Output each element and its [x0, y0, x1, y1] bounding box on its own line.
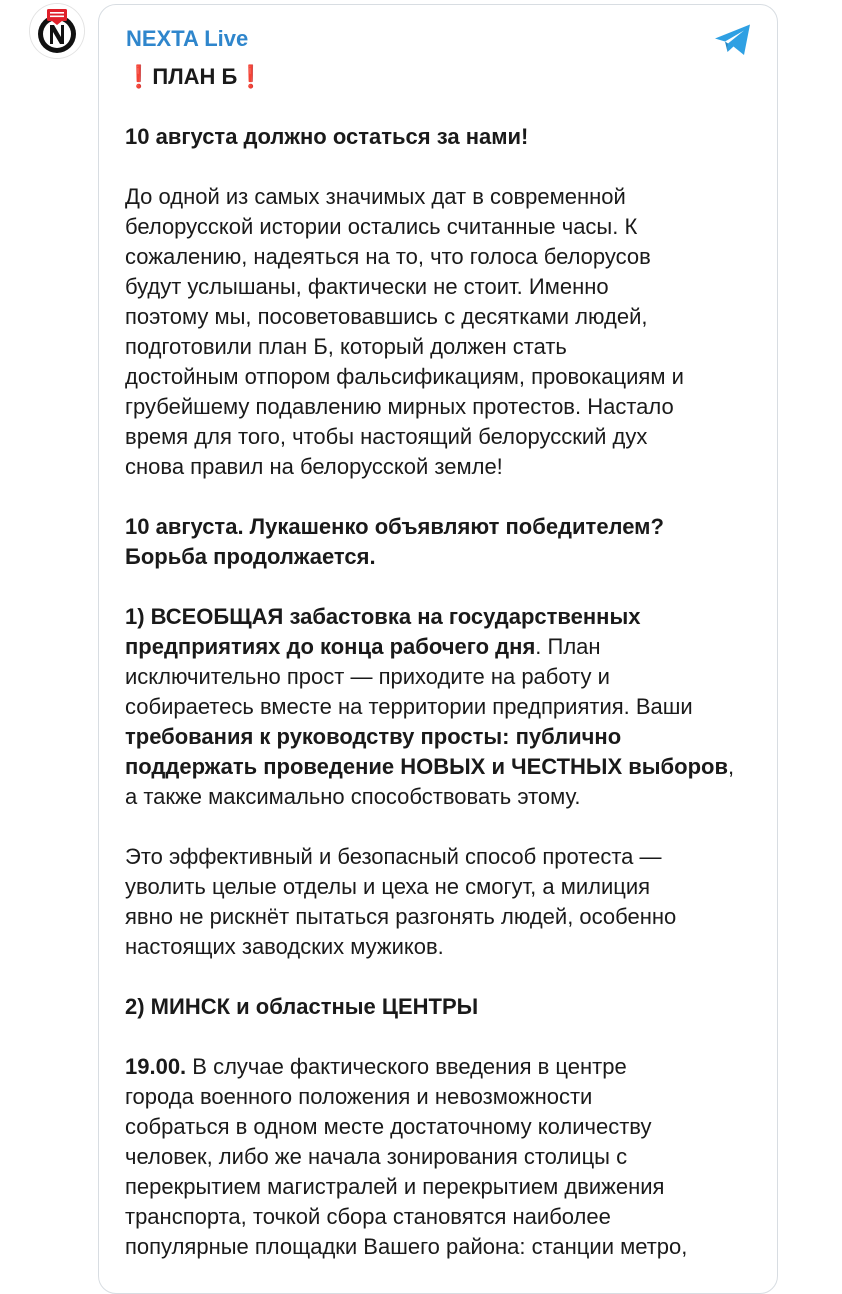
text-line: поэтому мы, посоветовавшись с десятками людей,: [125, 304, 648, 329]
text-line: собраться в одном месте достаточному количеству: [125, 1114, 652, 1139]
text-line: ,: [727, 754, 735, 779]
text-line: популярные площадки Вашего района: станции метро,: [125, 1234, 688, 1259]
text-line: 1) ВСЕОБЩАЯ забастовка на государственных: [125, 604, 641, 629]
aug10-paragraph: [125, 512, 765, 572]
text-line: собираетесь вместе на территории предприятия. Ваши: [125, 694, 693, 719]
text-line: Это эффективный и безопасный способ протеста —: [125, 844, 662, 869]
text-line: достойным отпором фальсификациям, провокациям и: [125, 364, 684, 389]
text-line: белорусской истории остались считанные часы. К: [125, 214, 638, 239]
post-headline: 10 августа должно остаться за нами!: [125, 124, 529, 149]
effective-paragraph: [125, 842, 765, 962]
text-line: 10 августа. Лукашенко объявляют победителем?: [125, 514, 664, 539]
post-title-text: ПЛАН Б: [152, 64, 238, 89]
text-line: подготовили план Б, который должен стать: [125, 334, 567, 359]
exclamation-icon: ❗: [125, 64, 153, 89]
text-line: транспорта, точкой сбора становятся наиболее: [125, 1204, 611, 1229]
text-line: требования к руководству просты: публично: [125, 724, 622, 749]
text-line: поддержать проведение НОВЫХ и ЧЕСТНЫХ выборов: [125, 754, 728, 779]
intro-paragraph: [125, 182, 765, 482]
text-line: а также максимально способствовать этому.: [125, 784, 581, 809]
text-line: будут услышаны, фактически не стоит. Именно: [125, 274, 609, 299]
exclamation-icon: ❗: [237, 64, 265, 89]
avatar[interactable]: [30, 4, 84, 58]
text-line: В случае фактического введения в центре: [186, 1054, 627, 1079]
text-line: человек, либо же начала зонирования столицы с: [125, 1144, 628, 1169]
text-line: уволить целые отделы и цеха не смогут, а милиция: [125, 874, 651, 899]
post-card: [98, 4, 778, 1294]
text-line: исключительно прост — приходите на работу и: [125, 664, 610, 689]
nexta-logo-icon: [30, 4, 84, 58]
text-line: предприятиях до конца рабочего дня: [125, 634, 536, 659]
text-line: грубейшему подавлению мирных протестов. Настало: [125, 394, 674, 419]
telegram-icon[interactable]: [713, 21, 753, 59]
text-line: . План: [535, 634, 601, 659]
text-line: сожалению, надеяться на то, что голоса белорусов: [125, 244, 651, 269]
point-1-paragraph: [125, 602, 765, 812]
text-line: города военного положения и невозможности: [125, 1084, 593, 1109]
post-title: [125, 62, 765, 92]
text-line: явно не рискнёт пытаться разгонять людей, особенно: [125, 904, 677, 929]
text-line: Борьба продолжается.: [125, 544, 376, 569]
channel-name[interactable]: NEXTA Live: [126, 26, 249, 51]
text-line: До одной из самых значимых дат в современной: [125, 184, 626, 209]
text-line: снова правил на белорусской земле!: [125, 454, 503, 479]
text-line: настоящих заводских мужиков.: [125, 934, 444, 959]
time-block-paragraph: [125, 1052, 765, 1262]
post-body: [125, 62, 765, 1292]
time-label: 19.00.: [125, 1054, 187, 1079]
text-line: время для того, чтобы настоящий белорусский дух: [125, 424, 648, 449]
point-2-heading: 2) МИНСК и областные ЦЕНТРЫ: [125, 994, 479, 1019]
text-line: перекрытием магистралей и перекрытием движения: [125, 1174, 665, 1199]
